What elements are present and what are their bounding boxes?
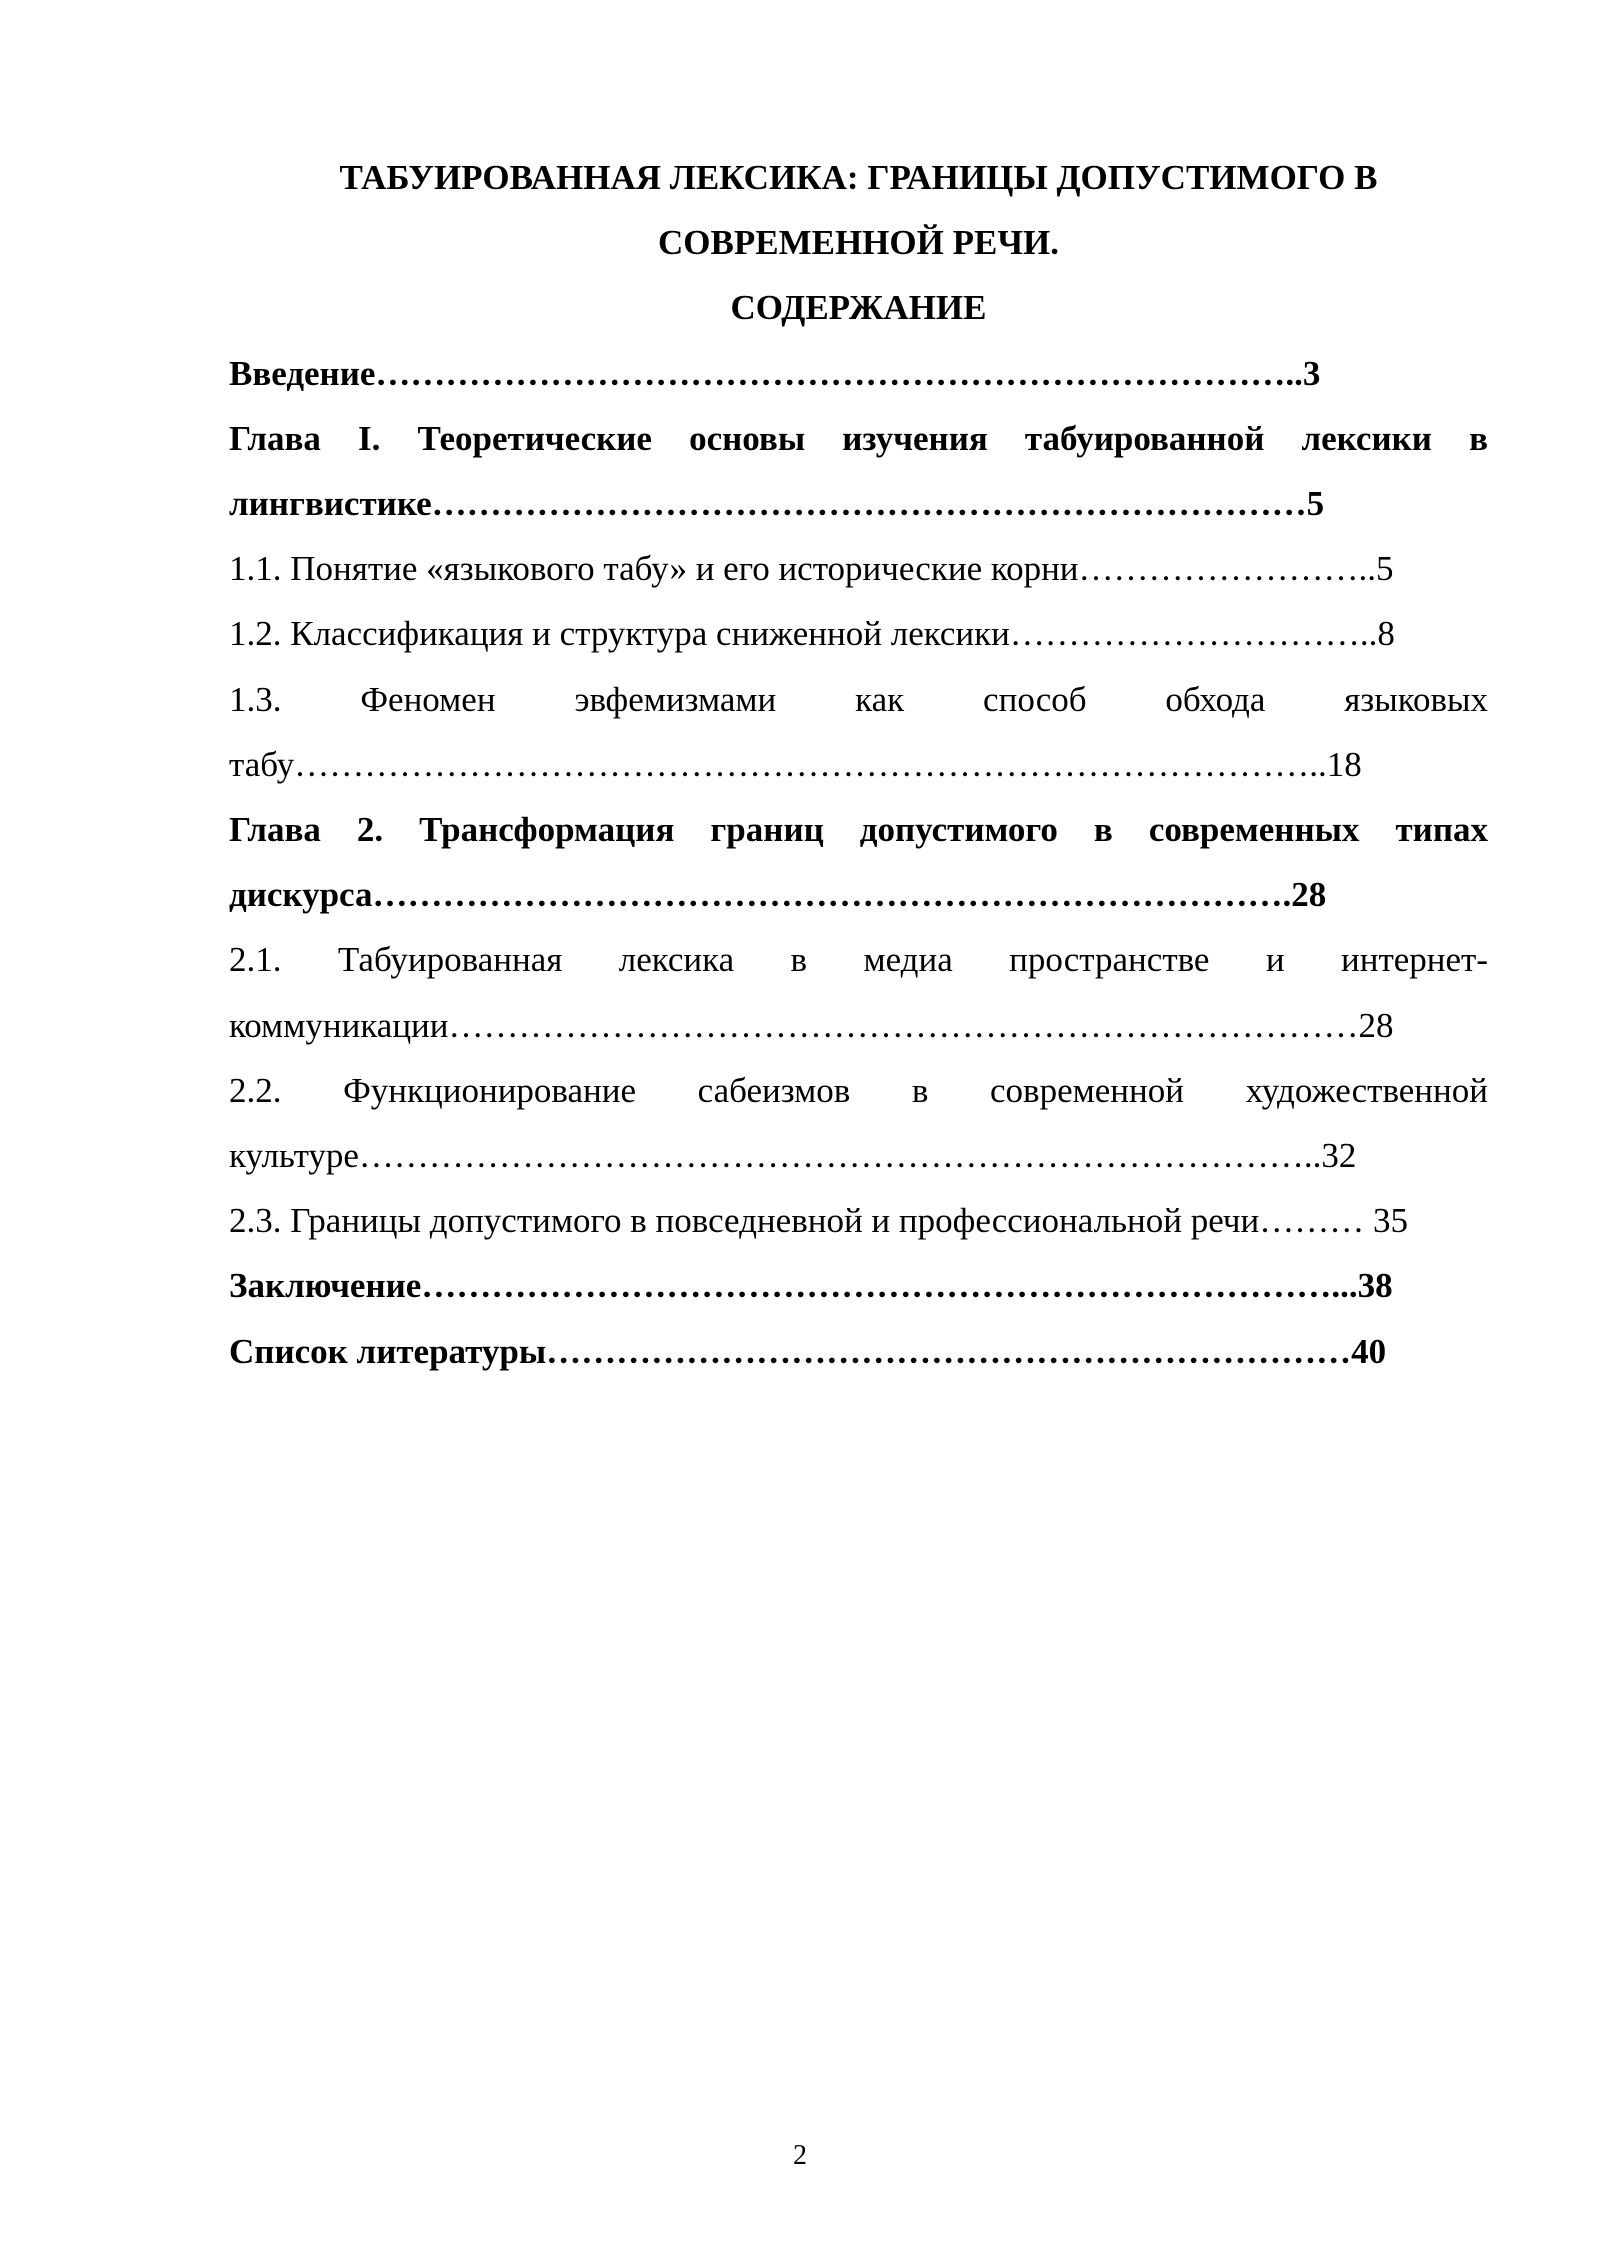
toc-entry-chapter-1: Глава I. Теоретические основы изучения табуированной лексики в лингвистике…………………………………………………………………5 — [229, 418, 1488, 524]
page-number: 2 — [793, 2140, 807, 2171]
toc-entry-section-2-2: 2.2. Функционирование сабеизмов в современной художественной культуре………………………………………………………………………..32 — [229, 1070, 1488, 1176]
toc-entry-conclusion: Заключение……………………………………………………………………...38 — [229, 1266, 1393, 1306]
toc-entry-chapter-2: Глава 2. Трансформация границ допустимого в современных типах дискурса…………………………………………………………………….28 — [229, 810, 1488, 915]
document-title: ТАБУИРОВАННАЯ ЛЕКСИКА: ГРАНИЦЫ ДОПУСТИМОГО В СОВРЕМЕННОЙ РЕЧИ. — [339, 158, 1378, 263]
toc-entry-section-1-2: 1.2. Классификация и структура сниженной лексики…………………………..8 — [229, 614, 1395, 654]
toc-entry-section-2-1: 2.1. Табуированная лексика в медиа пространстве и интернет-коммуникации……………………………………………………………………28 — [229, 940, 1488, 1045]
toc-heading: СОДЕРЖАНИЕ — [730, 288, 987, 328]
toc-entry-introduction: Введение……………………………………………………………………..3 — [229, 353, 1321, 393]
page-content — [229, 145, 1488, 1384]
toc-entry-bibliography: Список литературы……………………………………………………………40 — [229, 1331, 1387, 1371]
toc-entry-section-1-1: 1.1. Понятие «языкового табу» и его исторические корни……………………..5 — [229, 549, 1394, 589]
toc-entry-section-2-3: 2.3. Границы допустимого в повседневной и профессиональной речи……… 35 — [229, 1201, 1408, 1241]
toc-entry-section-1-3: 1.3. Феномен эвфемизмами как способ обхода языковых табу……………………………………………………………………………..18 — [229, 679, 1488, 784]
